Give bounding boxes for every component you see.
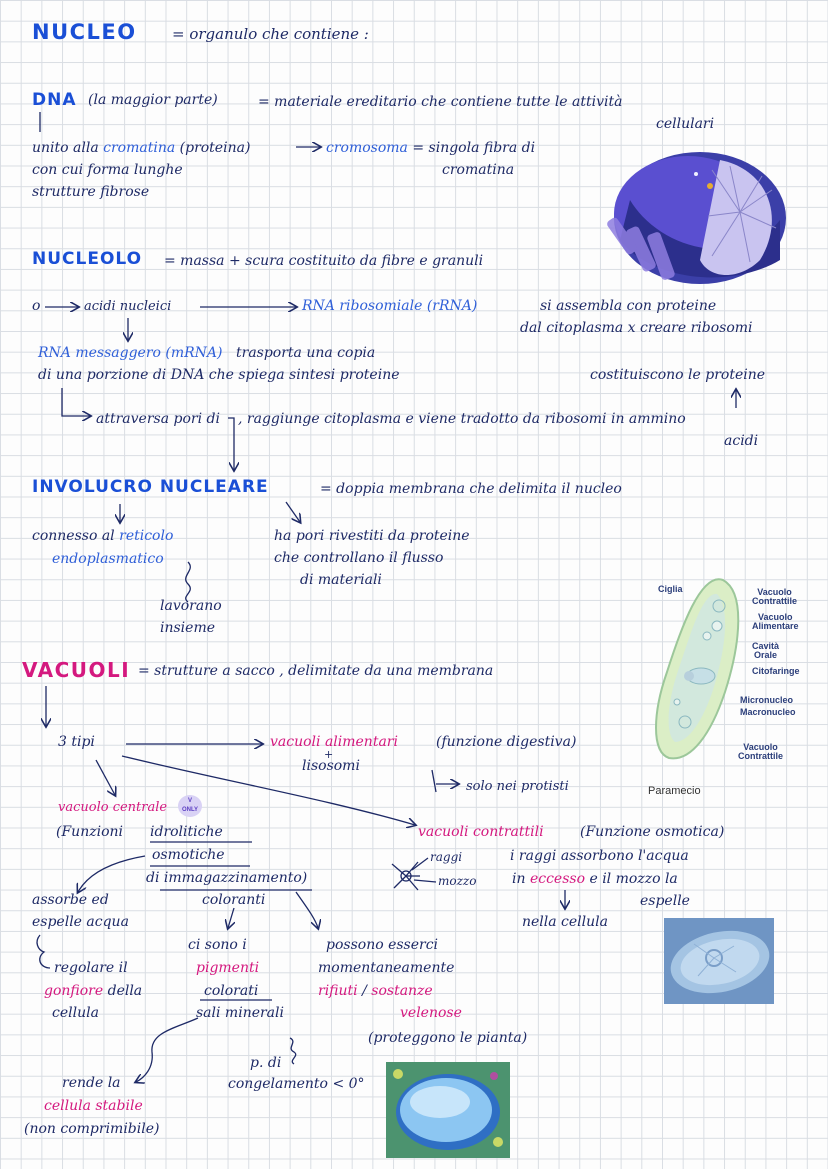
eccesso-line: in eccesso e il mozzo la (512, 871, 678, 887)
funzioni-text: (Funzioni (56, 824, 123, 840)
label-micronucleo: Micronucleo (740, 695, 794, 705)
raggi-label: raggi (430, 850, 463, 864)
o-label: o (32, 298, 41, 314)
nucleolo-title: NUCLEOLO (32, 249, 143, 269)
dna-paren: (la maggior parte) (88, 92, 218, 108)
involucro-definition: = doppia membrana che delimita il nucleo (320, 481, 622, 497)
vacuolo-centrale: vacuolo centrale (58, 800, 168, 815)
momentaneamente-text: momentaneamente (318, 960, 455, 976)
idrolitiche-text: idrolitiche (150, 824, 223, 840)
proteggono-text: (proteggono le pianta) (368, 1030, 528, 1046)
paramecium-illustration (645, 572, 755, 772)
paramecio-caption: Paramecio (648, 785, 701, 797)
acidi-text: acidi (724, 433, 759, 449)
attraversa-text: attraversa pori di (96, 411, 220, 427)
dna-heading: DNA (32, 90, 77, 110)
pori-text-3: di materiali (300, 572, 382, 588)
vacuole-micrograph (664, 918, 774, 1004)
velenose-text: velenose (400, 1005, 462, 1021)
costituiscono-text: costituiscono le proteine (590, 367, 766, 383)
plus-sign: + (324, 748, 334, 761)
raggiunge-text: , raggiunge citoplasma e viene tradotto da ribosomi in ammino (238, 411, 686, 427)
protisti-text: solo nei protisti (466, 779, 569, 794)
coloranti-text: coloranti (202, 892, 266, 908)
vacuoli-contrattili: vacuoli contrattili (418, 824, 544, 840)
immagazzinamento-text: di immagazzinamento) (146, 870, 308, 886)
cellula-text: cellula (52, 1005, 99, 1021)
dna-definition: = materiale ereditario che contiene tutte le attività (258, 94, 623, 110)
colorati-text: colorati (204, 983, 259, 999)
acidi-nucleici: acidi nucleici (84, 299, 172, 314)
lisosomi-text: lisosomi (302, 758, 360, 774)
p-di-text: p. di (250, 1055, 282, 1071)
assorbe-text-1: assorbe ed (32, 892, 109, 908)
strutture-text: strutture fibrose (32, 184, 150, 200)
label-vacuolo-alimentare: Vacuolo Alimentare (752, 612, 799, 632)
label-vacuolo-contrattile-2: Vacuolo Contrattile (738, 742, 783, 762)
dna-definition-2: cellulari (656, 116, 715, 132)
endoplasmatico-text: endoplasmatico (52, 551, 164, 567)
possono-text: possono esserci (326, 937, 439, 953)
gonfiore-line: gonfiore della (44, 983, 143, 999)
congelamento-text: congelamento < 0° (228, 1076, 365, 1092)
nucleo-title: NUCLEO (32, 20, 137, 44)
nella-cellula: nella cellula (522, 914, 608, 930)
label-ciglia: Ciglia (658, 584, 683, 594)
vacuoli-definition: = strutture a sacco , delimitate da una membrana (138, 663, 494, 679)
nucleo-definition: = organulo che contiene : (172, 25, 369, 43)
ci-sono-text: ci sono i (188, 937, 247, 953)
rende-text: rende la (62, 1075, 121, 1091)
mrna-text: RNA messaggero (mRNA) (38, 345, 223, 361)
porzione-text: di una porzione di DNA che spiega sintesi proteine (38, 367, 400, 383)
sali-minerali: sali minerali (196, 1005, 284, 1021)
rrna-text: RNA ribosomiale (rRNA) (302, 298, 478, 314)
tre-tipi: 3 tipi (58, 734, 95, 750)
vacuoli-title: VACUOLI (22, 658, 131, 682)
funzione-osmotica: (Funzione osmotica) (580, 824, 725, 840)
regolare-text: regolare il (54, 960, 128, 976)
lavorano-text: lavorano (160, 598, 222, 614)
label-cavita-orale: Cavità Orale (752, 641, 780, 661)
mozzo-label: mozzo (438, 874, 477, 888)
osmotiche-text: osmotiche (152, 847, 225, 863)
label-citofaringe: Citofaringe (752, 666, 800, 676)
nucleus-illustration (600, 140, 790, 290)
assorbe-text-2: espelle acqua (32, 914, 129, 930)
involucro-title: INVOLUCRO NUCLEARE (32, 477, 269, 497)
connesso-text: connesso al reticolo (32, 528, 174, 544)
non-comprimibile: (non comprimibile) (24, 1121, 160, 1137)
insieme-text: insieme (160, 620, 216, 636)
raggi-assorbono: i raggi assorbono l'acqua (510, 848, 689, 864)
vegetal-only-badge: V ONLY (178, 795, 202, 817)
cromosoma-text: cromosoma = singola fibra di (326, 140, 536, 156)
label-macronucleo: Macronucleo (740, 707, 796, 717)
vacuoli-alimentari: vacuoli alimentari (270, 734, 398, 750)
label-vacuolo-contrattile: Vacuolo Contrattile (752, 587, 797, 607)
espelle-text: espelle (640, 893, 690, 909)
citoplasma-text: dal citoplasma x creare ribosomi (520, 320, 753, 336)
rifiuti-line: rifiuti / sostanze (318, 983, 433, 999)
cellula-stabile: cellula stabile (44, 1098, 143, 1114)
unito-text: unito alla cromatina (proteina) (32, 140, 251, 156)
pori-text-1: ha pori rivestiti da proteine (274, 528, 470, 544)
nucleolo-definition: = massa + scura costituito da fibre e granuli (164, 253, 484, 269)
central-vacuole-image (386, 1062, 510, 1158)
pori-text-2: che controllano il flusso (274, 550, 444, 566)
pigmenti-text: pigmenti (196, 960, 260, 976)
funzione-digestiva: (funzione digestiva) (436, 734, 577, 750)
cromatina-text: cromatina (442, 162, 515, 178)
assembla-text: si assembla con proteine (540, 298, 717, 314)
con-cui-text: con cui forma lunghe (32, 162, 183, 178)
trasporta-text: trasporta una copia (236, 345, 376, 361)
